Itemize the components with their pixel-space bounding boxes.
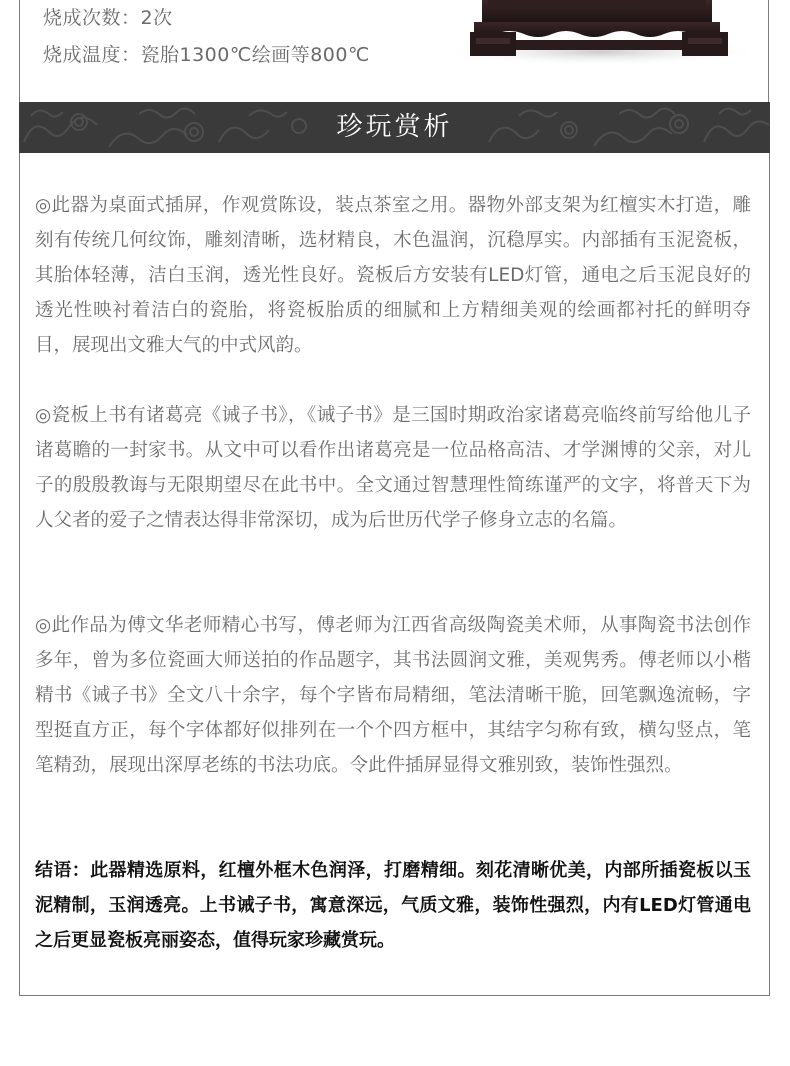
wooden-stand-image [440, 0, 770, 102]
content-panel [19, 153, 770, 996]
section-banner [19, 102, 770, 153]
paragraph-conclusion: 结语：此器精选原料，红檀外框木色润泽，打磨精细。刻花清晰优美，内部所插瓷板以玉泥精制，玉润透亮。上书诫子书，寓意深远，气质文雅，装饰性强烈，内有LED灯管通电之后更显瓷板亮丽姿态，值得玩家珍藏赏玩。 [35, 860, 751, 951]
spec-firing-count: 烧成次数：2次 [43, 7, 173, 29]
paragraph-inscription: ◎瓷板上书有诸葛亮《诫子书》，《诫子书》是三国时期政治家诸葛亮临终前写给他儿子诸葛瞻的一封家书。从文中可以看作出诸葛亮是一位品格高洁、才学渊博的父亲，对儿子的殷殷教诲与无限期望尽在此书中。全文通过智慧理性简练谨严的文字，将普天下为人父者的爱子之情表达得非常深切，成为后世历代学子修身立志的名篇。 [35, 405, 751, 531]
paragraph-calligrapher: ◎此作品为傅文华老师精心书写，傅老师为江西省高级陶瓷美术师，从事陶瓷书法创作多年，曾为多位瓷画大师送拍的作品题字，其书法圆润文雅，美观隽秀。傅老师以小楷精书《诫子书》全文八十余字，每个字皆布局精细，笔法清晰干脆，回笔飘逸流畅，字型挺直方正，每个字体都好似排列在一个个四方框中，其结字匀称有致，横勾竖点，笔笔精劲，展现出深厚老练的书法功底。令此件插屏显得文雅别致，装饰性强烈。 [35, 615, 751, 776]
spec-firing-temperature: 烧成温度：瓷胎1300℃绘画等800℃ [43, 44, 370, 66]
section-title: 珍玩赏析 [336, 112, 453, 142]
paragraph-description: ◎此器为桌面式插屏，作观赏陈设，装点茶室之用。器物外部支架为红檀实木打造，雕刻有传统几何纹饰，雕刻清晰，选材精良，木色温润，沉稳厚实。内部插有玉泥瓷板，其胎体轻薄，洁白玉润，透光性良好。瓷板后方安装有LED灯管，通电之后玉泥良好的透光性映衬着洁白的瓷胎，将瓷板胎质的细腻和上方精细美观的绘画都衬托的鲜明夺目，展现出文雅大气的中式风韵。 [35, 195, 751, 356]
